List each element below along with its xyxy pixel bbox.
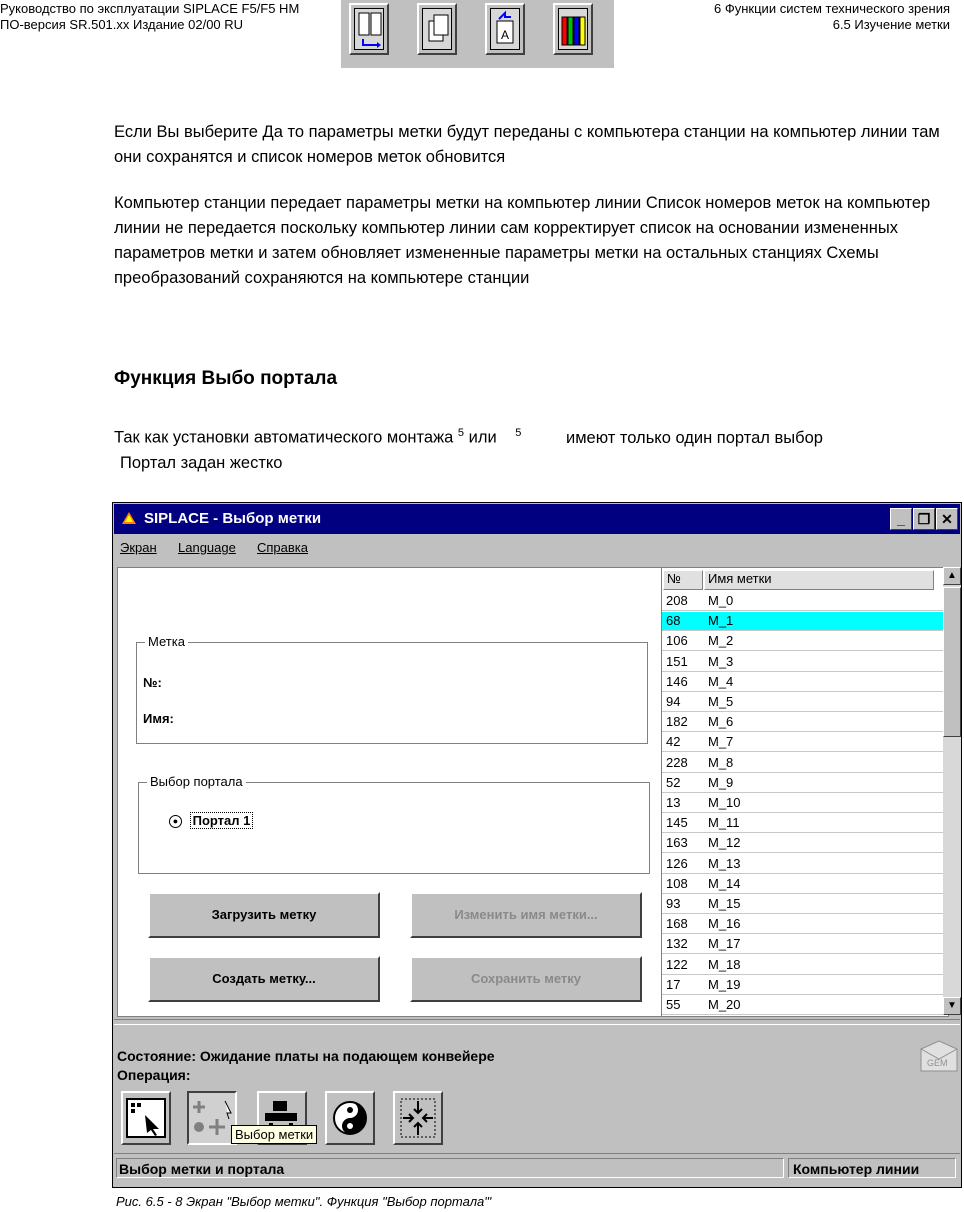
section-title: 6.5 Изучение метки — [832, 17, 950, 32]
list-row[interactable] — [662, 612, 944, 631]
list-row[interactable] — [662, 632, 944, 651]
row-mark-name: M_12 — [708, 835, 741, 851]
row-mark-name: M_1 — [708, 613, 734, 629]
status-value: Ожидание платы на подающем конвейере — [199, 1048, 495, 1064]
nav-toolbar — [341, 0, 614, 68]
row-mark-name: M_19 — [708, 976, 741, 992]
center-align-icon[interactable] — [393, 1091, 443, 1145]
rename-mark-button[interactable]: Изменить имя метки... — [410, 892, 642, 938]
row-number: 126 — [666, 855, 688, 871]
list-row[interactable] — [662, 774, 944, 793]
scroll-up-icon[interactable]: ▲ — [943, 567, 961, 585]
list-row[interactable] — [662, 915, 944, 934]
mark-group-label: Метка — [145, 634, 188, 649]
row-number: 52 — [666, 774, 681, 790]
paragraph-transfer-info: Компьютер станции передает параметры метки на компьютер линии Список номеров меток на компьютер линии не передается поскольку компьютер линии сам корректирует список на основании измененных параметров метки и затем обновляет измененные параметры метки на остальных станциях Схемы преобразований сохраняются на компьютере станции — [114, 194, 931, 287]
list-row[interactable] — [662, 794, 944, 813]
list-row[interactable] — [662, 956, 944, 975]
glossary-icon[interactable] — [485, 3, 525, 55]
list-row[interactable] — [662, 733, 944, 752]
menu-bar — [114, 535, 960, 559]
portal-text-part3: имеют только один портал выбор — [565, 428, 823, 447]
row-mark-name: M_7 — [708, 734, 734, 750]
software-version: ПО-версия SR.501.xx Издание 02/00 RU — [0, 17, 244, 32]
portal-group-label: Выбор портала — [147, 774, 246, 789]
row-number: 55 — [666, 997, 681, 1012]
portal-text-part2: или — [468, 428, 497, 447]
status-bar-computer: Компьютер линии — [788, 1158, 956, 1178]
column-header-name[interactable]: Имя метки — [704, 570, 934, 590]
portal-group — [138, 774, 650, 874]
mark-group — [136, 634, 648, 744]
superscript-2: 5 — [515, 427, 522, 439]
row-mark-name: M_4 — [708, 673, 734, 689]
row-number: 145 — [666, 815, 688, 831]
paragraph-portal-info — [114, 421, 964, 476]
list-row[interactable] — [662, 855, 944, 874]
list-row[interactable] — [662, 895, 944, 914]
status-line — [117, 1048, 495, 1064]
row-mark-name: M_2 — [708, 633, 734, 649]
menu-language[interactable]: Language — [178, 540, 236, 555]
tooltip: Выбор метки — [231, 1125, 317, 1144]
doc-header-left — [0, 1, 299, 33]
operation-label: Операция: — [117, 1067, 191, 1083]
row-mark-name: M_8 — [708, 754, 734, 770]
portal-option-label: Портал 1 — [190, 812, 254, 829]
contents-icon[interactable] — [349, 3, 389, 55]
status-bar — [114, 1153, 960, 1182]
chapter-title: 6 Функции систем технического зрения — [714, 1, 950, 16]
close-icon[interactable]: ✕ — [936, 508, 958, 530]
index-icon[interactable] — [417, 3, 457, 55]
mark-name-label: Имя: — [143, 711, 174, 726]
row-number: 132 — [666, 936, 688, 952]
row-number: 106 — [666, 633, 688, 649]
svg-text:A: A — [501, 28, 510, 42]
list-row[interactable] — [662, 875, 944, 894]
portal-text-line2: Портал задан жестко — [120, 453, 283, 472]
load-mark-button[interactable]: Загрузить метку — [148, 892, 380, 938]
row-mark-name: M_13 — [708, 855, 741, 871]
list-row[interactable] — [662, 653, 944, 672]
list-scrollbar[interactable] — [943, 567, 961, 1015]
row-mark-name: M_6 — [708, 714, 734, 730]
save-mark-button[interactable]: Сохранить метку — [410, 956, 642, 1002]
window-title: SIPLACE - Выбор метки — [144, 510, 322, 527]
row-mark-name: M_15 — [708, 896, 741, 911]
row-number: 163 — [666, 835, 688, 851]
list-row[interactable] — [662, 592, 944, 611]
portal-radio[interactable] — [169, 813, 253, 828]
create-mark-button[interactable]: Создать метку... — [148, 956, 380, 1002]
row-mark-name: M_11 — [708, 815, 740, 831]
column-header-no[interactable]: № — [663, 570, 703, 590]
row-number: 17 — [666, 976, 681, 992]
app-logo-icon — [120, 510, 138, 528]
row-mark-name: M_18 — [708, 956, 741, 972]
gem-label: GEM — [927, 1058, 948, 1068]
mark-select-icon[interactable] — [187, 1091, 237, 1145]
library-icon[interactable] — [553, 3, 593, 55]
row-number: 151 — [666, 653, 688, 669]
row-mark-name: M_0 — [708, 593, 734, 608]
restore-icon[interactable]: ❐ — [913, 508, 935, 530]
section-heading: Функция Выбо портала — [114, 368, 338, 389]
list-row[interactable] — [662, 693, 944, 712]
gem-mail-icon[interactable] — [919, 1039, 959, 1073]
superscript-1: 5 — [457, 427, 465, 439]
row-mark-name: M_17 — [708, 936, 741, 952]
status-label: Состояние: — [117, 1048, 196, 1064]
list-row[interactable] — [662, 814, 944, 833]
row-number: 146 — [666, 673, 688, 689]
row-number: 42 — [666, 734, 681, 750]
list-row[interactable] — [662, 834, 944, 853]
manual-title: Руководство по эксплуатации SIPLACE F5/F5 HM — [0, 1, 300, 16]
divider — [114, 1019, 960, 1025]
status-bar-mode: Выбор метки и портала — [116, 1158, 784, 1178]
row-number: 94 — [666, 694, 681, 709]
list-row[interactable] — [662, 673, 944, 692]
screen-select-icon[interactable] — [121, 1091, 171, 1145]
row-mark-name: M_9 — [708, 774, 734, 790]
row-number: 13 — [666, 795, 681, 810]
list-row[interactable] — [662, 996, 944, 1015]
row-mark-name: M_3 — [708, 653, 734, 669]
scroll-thumb[interactable] — [943, 587, 961, 737]
row-number: 68 — [666, 613, 681, 629]
list-row[interactable] — [662, 976, 944, 995]
scroll-down-icon[interactable]: ▼ — [943, 997, 961, 1015]
row-number: 182 — [666, 714, 688, 730]
radio-selected-icon[interactable]: ● — [169, 815, 182, 828]
portal-text-part1: Так как установки автоматического монтажа — [114, 428, 454, 447]
row-mark-name: M_14 — [708, 875, 741, 891]
list-row[interactable] — [662, 754, 944, 773]
row-mark-name: M_10 — [708, 795, 741, 810]
menu-help[interactable]: Справка — [257, 540, 308, 555]
paragraph-save-result: Если Вы выберите Да то параметры метки будут переданы с компьютера станции на компьютер линии там они сохранятся и список номеров меток обновится — [114, 123, 940, 166]
list-row[interactable] — [662, 713, 944, 732]
row-number: 122 — [666, 956, 688, 972]
app-window — [112, 502, 962, 1188]
figure-caption: Рис. 6.5 - 8 Экран "Выбор метки". Функция "Выбор портала"' — [116, 1194, 492, 1209]
row-number: 168 — [666, 916, 688, 932]
doc-header-right — [714, 1, 950, 33]
menu-screen[interactable]: Экран — [120, 540, 157, 555]
yin-yang-icon[interactable] — [325, 1091, 375, 1145]
row-number: 228 — [666, 754, 688, 770]
row-number: 93 — [666, 896, 681, 911]
mark-panel — [117, 567, 663, 1017]
mark-list[interactable] — [661, 567, 949, 1017]
row-mark-name: M_20 — [708, 997, 741, 1012]
row-mark-name: M_5 — [708, 694, 734, 709]
minimize-icon[interactable]: _ — [890, 508, 912, 530]
list-row[interactable] — [662, 935, 944, 954]
row-number: 208 — [666, 593, 688, 608]
row-number: 108 — [666, 875, 688, 891]
row-mark-name: M_16 — [708, 916, 741, 932]
title-bar — [114, 504, 960, 534]
mark-no-label: №: — [143, 675, 162, 690]
